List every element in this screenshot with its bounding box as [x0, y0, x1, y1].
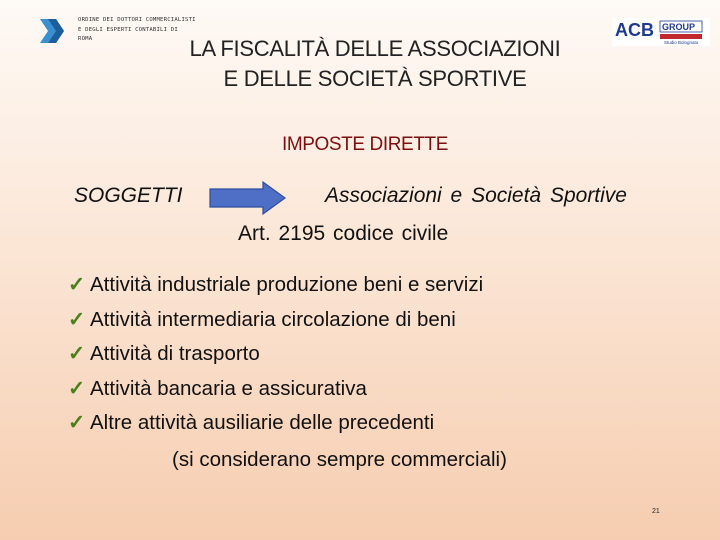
left-logo-line: ORDINE DEI DOTTORI COMMERCIALISTI — [78, 17, 196, 23]
right-arrow-icon — [209, 180, 287, 216]
activity-text: Altre attività ausiliarie delle precedenti — [90, 411, 435, 434]
checkmark-icon: ✓ — [68, 307, 86, 331]
right-logo-tagline: Studio Bolognato — [664, 40, 699, 45]
list-item — [68, 270, 668, 305]
subjects-value: Associazioni e Società Sportive — [325, 184, 627, 207]
left-logo-line: ROMA — [78, 36, 93, 42]
right-logo — [612, 18, 710, 46]
civil-code-article: Art. 2195 codice civile — [238, 222, 449, 245]
activity-list — [68, 270, 668, 443]
title-line-1: LA FISCALITÀ DELLE ASSOCIAZIONI — [189, 36, 561, 61]
commercial-note: (si considerano sempre commerciali) — [172, 448, 507, 471]
list-item — [68, 305, 668, 340]
title-line-2: E DELLE SOCIETÀ SPORTIVE — [223, 66, 527, 91]
left-logo-emblem — [38, 16, 68, 46]
list-item — [68, 374, 668, 409]
activity-text: Attività industriale produzione beni e servizi — [90, 273, 484, 296]
checkmark-icon: ✓ — [68, 376, 86, 400]
page-number: 21 — [652, 508, 660, 515]
activity-text: Attività intermediaria circolazione di beni — [90, 307, 456, 331]
right-logo-brand: ACB — [615, 20, 654, 40]
section-subtitle: IMPOSTE DIRETTE — [281, 134, 449, 155]
activity-text: Attività bancaria e assicurativa — [90, 376, 367, 400]
checkmark-icon: ✓ — [68, 411, 86, 434]
list-item — [68, 339, 668, 374]
activity-text: Attività di trasporto — [90, 342, 260, 365]
right-logo-group: GROUP — [662, 22, 696, 32]
checkmark-icon: ✓ — [68, 342, 86, 365]
subjects-label: SOGGETTI — [74, 184, 183, 207]
slide-title — [140, 34, 610, 94]
checkmark-icon: ✓ — [68, 273, 86, 296]
left-logo-line: E DEGLI ESPERTI CONTABILI DI — [78, 26, 178, 33]
list-item — [68, 408, 668, 443]
